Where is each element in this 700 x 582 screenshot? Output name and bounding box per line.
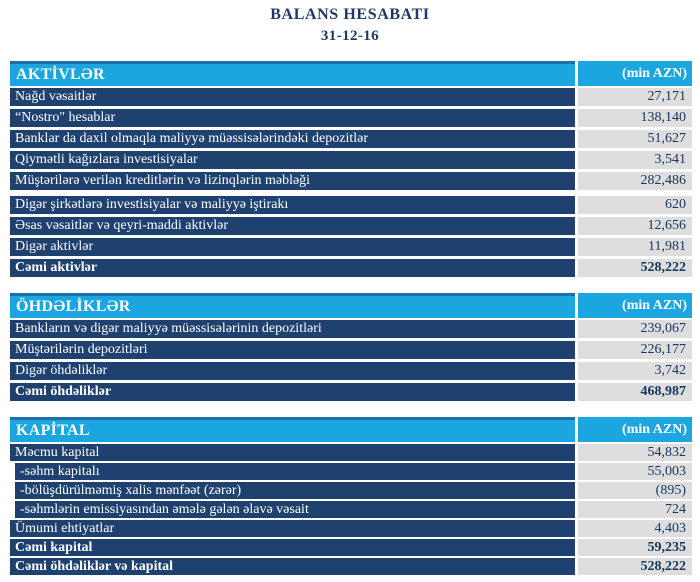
row-label: Nağd vəsaitlər [10, 88, 575, 106]
table-row [10, 520, 692, 537]
row-value: 4,403 [578, 520, 692, 537]
row-label: Məcmu kapital [10, 444, 575, 461]
row-value: 282,486 [578, 172, 692, 190]
row-label: “Nostro" hesablar [10, 109, 575, 127]
row-label: -səhm kapitalı [15, 463, 575, 480]
row-label: Cəmi kapital [10, 539, 575, 556]
row-label: Əsas vəsaitlər və qeyri-maddi aktivlər [10, 217, 575, 235]
table-row [10, 88, 692, 106]
row-value: 11,981 [578, 238, 692, 256]
table-row [10, 259, 692, 277]
row-value: 138,140 [578, 109, 692, 127]
table-row [10, 320, 692, 338]
row-label: Müştərilərə verilən kreditlərin və lizinqlərin məbləği [10, 172, 575, 190]
row-label: Digər öhdəliklər [10, 362, 575, 380]
section-title: ÖHDƏLİKLƏR [10, 293, 575, 318]
section-header [10, 61, 692, 86]
table-row [10, 383, 692, 401]
balance-section [10, 417, 692, 575]
section-header [10, 293, 692, 318]
row-value: 528,222 [578, 558, 692, 575]
row-value: 51,627 [578, 130, 692, 148]
section-rows [10, 320, 692, 401]
table-row [10, 217, 692, 235]
row-label: -səhmlərin emissiyasından əmələ gələn əlavə vəsait [15, 501, 575, 518]
row-value: 239,067 [578, 320, 692, 338]
row-value: 59,235 [578, 539, 692, 556]
row-label: Banklar da daxil olmaqla maliyyə müəssisələrindəki depozitlər [10, 130, 575, 148]
table-row [10, 444, 692, 461]
row-label: -bölüşdürülməmiş xalis mənfəət (zərər) [15, 482, 575, 499]
balance-section [10, 61, 692, 277]
row-value: 724 [578, 501, 692, 518]
row-value: 468,987 [578, 383, 692, 401]
row-value: 12,656 [578, 217, 692, 235]
table-row [10, 130, 692, 148]
table-row [10, 558, 692, 575]
row-value: 55,003 [578, 463, 692, 480]
sections-container [0, 61, 700, 575]
section-rows [10, 444, 692, 575]
table-row [10, 151, 692, 169]
table-row [10, 109, 692, 127]
table-row [10, 501, 692, 518]
table-row [10, 172, 692, 190]
row-label: Digər şirkətlərə investisiyalar və maliyyə iştirakı [10, 196, 575, 214]
row-value: 27,171 [578, 88, 692, 106]
row-value: (895) [578, 482, 692, 499]
row-label: Digər aktivlər [10, 238, 575, 256]
row-value: 528,222 [578, 259, 692, 277]
balance-section [10, 293, 692, 401]
table-row [10, 539, 692, 556]
report-title-block [0, 0, 700, 45]
row-label: Cəmi öhdəliklər [10, 383, 575, 401]
section-rows [10, 88, 692, 277]
table-row [10, 362, 692, 380]
row-label: Cəmi öhdəliklər və kapital [10, 558, 575, 575]
table-row [10, 341, 692, 359]
row-value: 226,177 [578, 341, 692, 359]
table-row [10, 238, 692, 256]
row-value: 54,832 [578, 444, 692, 461]
table-row [10, 196, 692, 214]
unit-label: (min AZN) [578, 417, 692, 442]
section-title: AKTİVLƏR [10, 61, 575, 86]
table-row [10, 482, 692, 499]
unit-label: (min AZN) [578, 61, 692, 86]
row-label: Cəmi aktivlər [10, 259, 575, 277]
row-label: Müştərilərin depozitləri [10, 341, 575, 359]
row-value: 620 [578, 196, 692, 214]
row-label: Ümumi ehtiyatlar [10, 520, 575, 537]
row-label: Bankların və digər maliyyə müəssisələrinin depozitləri [10, 320, 575, 338]
section-header [10, 417, 692, 442]
table-row [10, 463, 692, 480]
report-title: BALANS HESABATI [270, 6, 430, 23]
row-value: 3,742 [578, 362, 692, 380]
row-value: 3,541 [578, 151, 692, 169]
unit-label: (min AZN) [578, 293, 692, 318]
report-date: 31-12-16 [320, 28, 380, 44]
row-label: Qiymətli kağızlara investisiyalar [10, 151, 575, 169]
section-title: KAPİTAL [10, 417, 575, 442]
